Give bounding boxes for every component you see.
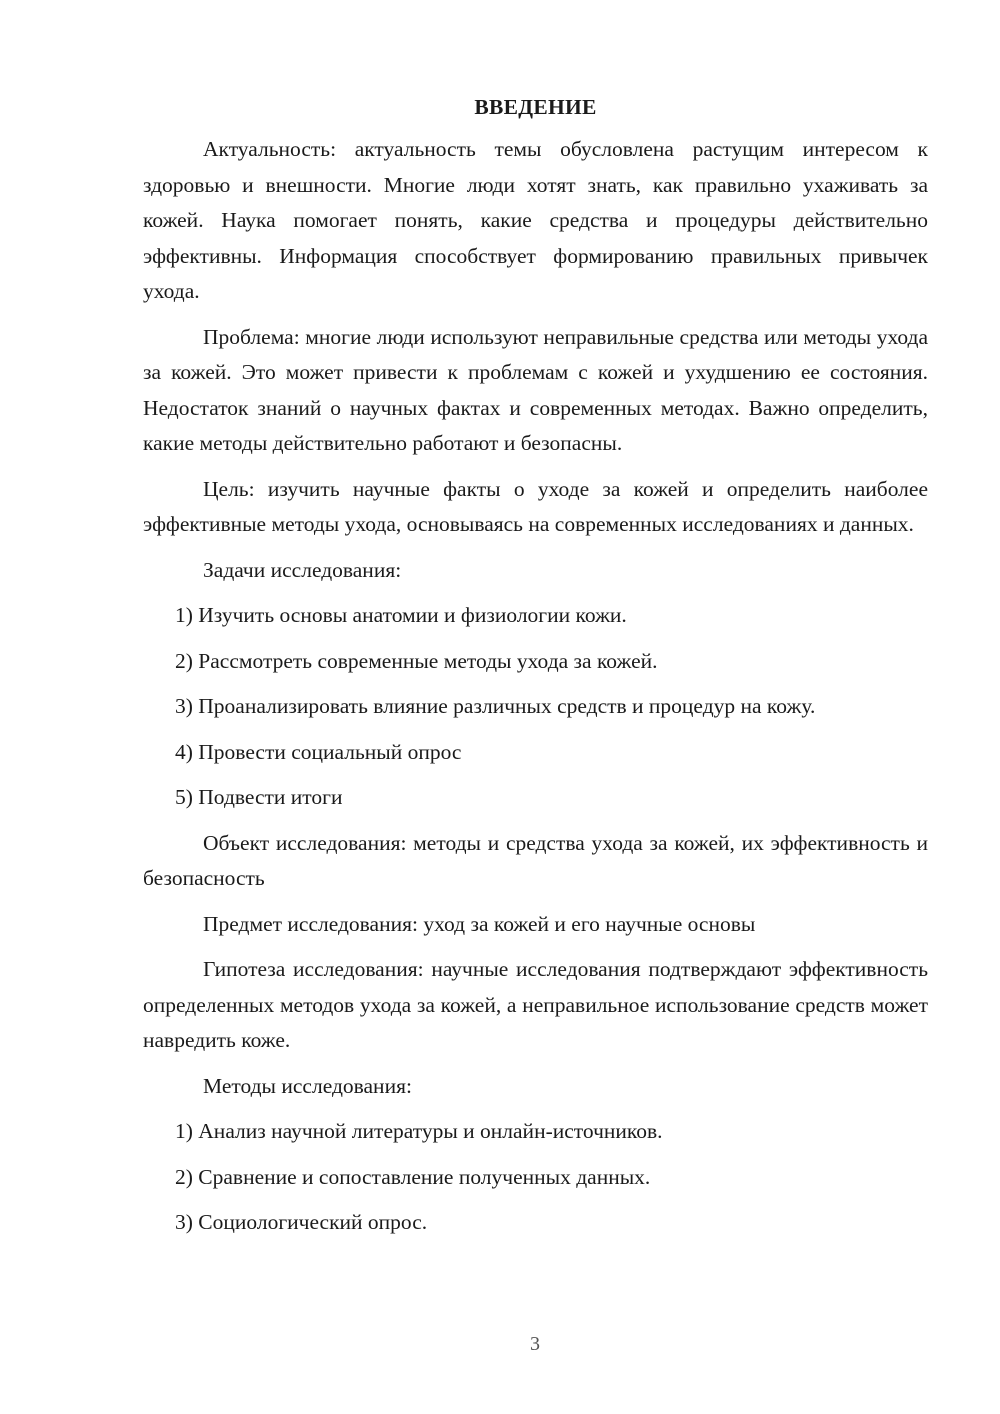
page-number: 3 [530, 1333, 540, 1355]
list-item: 2) Сравнение и сопоставление полученных данных. [175, 1164, 651, 1189]
list-item: 4) Провести социальный опрос [175, 739, 462, 764]
problem-paragraph: Проблема: многие люди используют неправильные средства или методы ухода за кожей. Это может привести к проблемам с кожей и ухудшению ее состояния. Недостаток знаний о научных фактах и современных методах. Важно определить, какие методы действительно работают и безопасны. [143, 324, 928, 455]
object-paragraph: Объект исследования: методы и средства ухода за кожей, их эффективность и безопасность [143, 830, 928, 890]
tasks-heading: Задачи исследования: [203, 557, 402, 582]
list-item: 1) Анализ научной литературы и онлайн-источников. [175, 1119, 663, 1143]
list-item: 5) Подвести итоги [175, 785, 343, 809]
tasks-list [143, 598, 928, 816]
document-page [143, 90, 928, 1251]
subject-paragraph: Предмет исследования: уход за кожей и его научные основы [203, 911, 756, 936]
section-title: ВВЕДЕНИЕ [474, 95, 597, 119]
list-item: 3) Социологический опрос. [175, 1210, 428, 1234]
relevance-paragraph: Актуальность: актуальность темы обусловлена растущим интересом к здоровью и внешности. Многие люди хотят знать, как правильно ухаживать за кожей. Наука помогает понять, какие средства и процедуры действительно эффективны. Информация способствует формированию правильных привычек ухода. [143, 137, 928, 303]
methods-list [143, 1114, 928, 1241]
methods-heading: Методы исследования: [203, 1073, 412, 1098]
list-item: 3) Проанализировать влияние различных средств и процедур на кожу. [175, 694, 816, 718]
list-item: 2) Рассмотреть современные методы ухода за кожей. [175, 648, 658, 673]
list-item: 1) Изучить основы анатомии и физиологии кожи. [175, 603, 627, 627]
goal-paragraph: Цель: изучить научные факты о уходе за кожей и определить наиболее эффективные методы ухода, основываясь на современных исследованиях и данных. [143, 476, 928, 536]
hypothesis-paragraph: Гипотеза исследования: научные исследования подтверждают эффективность определенных методов ухода за кожей, а неправильное использование средств может навредить коже. [143, 957, 928, 1052]
